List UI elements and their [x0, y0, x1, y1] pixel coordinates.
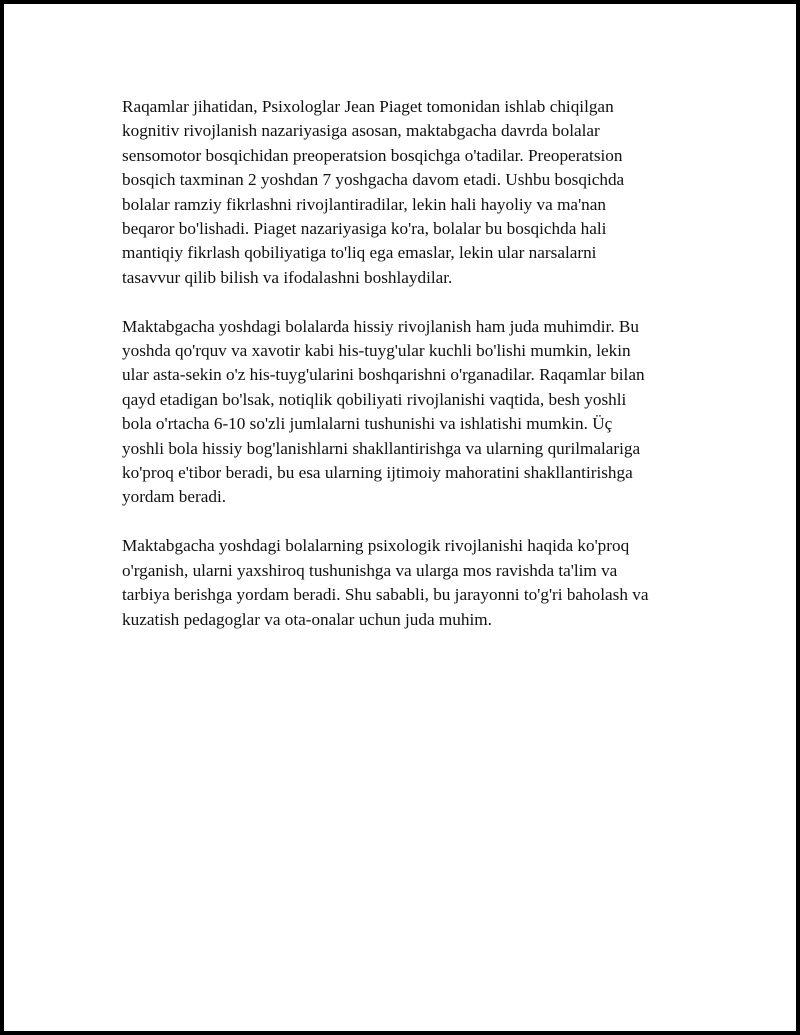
paragraph	[122, 95, 692, 290]
text-line: ular asta-sekin o'z his-tuyg'ularini boshqarishni o'rganadilar. Raqamlar bilan	[122, 365, 645, 385]
text-line: tarbiya berishga yordam beradi. Shu sababli, bu jarayonni to'g'ri baholash va	[122, 585, 649, 605]
text-line: bosqich taxminan 2 yoshdan 7 yoshgacha davom etadi. Ushbu bosqichda	[122, 170, 625, 190]
text-line: sensomotor bosqichidan preoperatsion bosqichga o'tadilar. Preoperatsion	[122, 145, 623, 165]
text-line: kognitiv rivojlanish nazariyasiga asosan, maktabgacha davrda bolalar	[122, 121, 600, 141]
text-line: bolalar ramziy fikrlashni rivojlantiradilar, lekin hali hayoliy va ma'nan	[122, 194, 606, 214]
document-body	[122, 95, 692, 656]
text-line: mantiqiy fikrlash qobiliyatiga to'liq ega emaslar, lekin ular narsalarni	[122, 243, 597, 263]
text-line: yoshli bola hissiy bog'lanishlarni shakllantirishga va ularning qurilmalariga	[122, 438, 641, 458]
text-line: o'rganish, ularni yaxshiroq tushunishga va ularga mos ravishda ta'lim va	[122, 560, 618, 580]
paragraph	[122, 315, 692, 510]
text-line: beqaror bo'lishadi. Piaget nazariyasiga ko'ra, bolalar bu bosqichda hali	[122, 219, 607, 239]
text-line: Maktabgacha yoshdagi bolalarda hissiy rivojlanish ham juda muhimdir. Bu	[122, 316, 639, 336]
text-line: yordam beradi.	[122, 487, 227, 507]
text-line: bola o'rtacha 6-10 so'zli jumlalarni tushunishi va ishlatishi mumkin. Üç	[122, 414, 613, 434]
text-line: qayd etadigan bo'lsak, notiqlik qobiliyati rivojlanishi vaqtida, besh yoshli	[122, 389, 627, 409]
paragraph	[122, 534, 692, 632]
text-line: ko'proq e'tibor beradi, bu esa ularning ijtimoiy mahoratini shakllantirishga	[122, 463, 633, 483]
text-line: Maktabgacha yoshdagi bolalarning psixologik rivojlanishi haqida ko'proq	[122, 536, 630, 556]
text-line: tasavvur qilib bilish va ifodalashni boshlaydilar.	[122, 267, 453, 287]
text-line: Raqamlar jihatidan, Psixologlar Jean Piaget tomonidan ishlab chiqilgan	[122, 97, 614, 116]
text-line: kuzatish pedagoglar va ota-onalar uchun juda muhim.	[122, 609, 492, 629]
text-line: yoshda qo'rquv va xavotir kabi his-tuyg'ular kuchli bo'lishi mumkin, lekin	[122, 341, 631, 361]
